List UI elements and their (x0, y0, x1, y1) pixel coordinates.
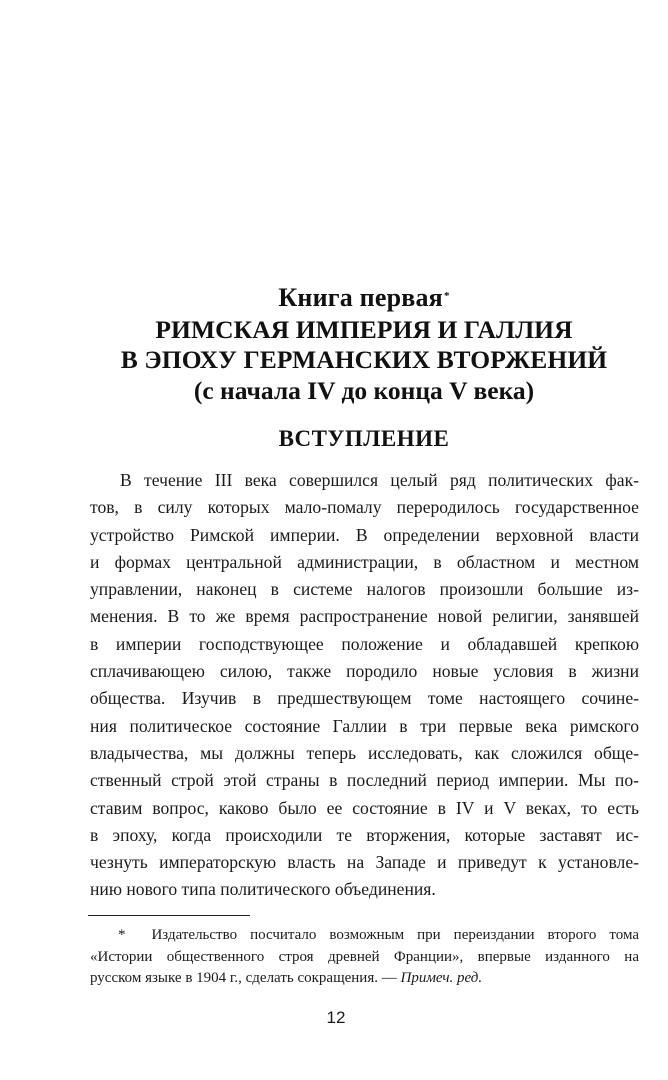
body-line: ставим вопрос, каково было ее состояние в IV и V веках, то есть (90, 797, 639, 818)
book-title-line-1: РИМСКАЯ ИМПЕРИЯ И ГАЛЛИЯ (155, 315, 573, 344)
footnote (90, 925, 639, 990)
body-line: устройство Римской империи. В определении верховной власти (90, 524, 639, 545)
body-line: и формах центральной администрации, в областном и местном (90, 551, 639, 572)
body-line: тов, в силу которых мало-помалу переродилось государственное (90, 497, 639, 518)
body-line: управлении, наконец в системе налогов произошли большие из- (90, 579, 639, 600)
editor-note: Примеч. ред. (400, 970, 483, 986)
body-line: менения. В то же время распространение новой религии, занявшей (90, 606, 639, 627)
footnote-mark: * (443, 290, 450, 302)
body-line: чезнуть императорскую власть на Западе и приведут к установле- (90, 852, 639, 873)
book-label (60, 281, 668, 315)
book-subtitle: (с начала IV до конца V века) (193, 376, 535, 405)
footnote-divider (88, 915, 250, 916)
body-line: ния политическое состояние Галлии в три первые века римского (90, 715, 639, 736)
book-label-text: Книга первая (278, 283, 443, 312)
body-line: в империи господствующее положение и обладавшей крепкою (90, 633, 639, 654)
section-title: ВСТУПЛЕНИЕ (278, 426, 450, 451)
body-line: нию нового типа политического объединения. (90, 879, 436, 900)
body-line: В течение III века совершился целый ряд политических фак- (120, 470, 639, 490)
footnote-text: русском языке в 1904 г., сделать сокращения. — (90, 970, 401, 986)
chapter-heading (60, 281, 668, 406)
footnote-text: Издательство посчитало возможным при переиздании второго тома (151, 927, 640, 943)
body-line: общества. Изучив в предшествующем томе настоящего сочине- (90, 688, 639, 709)
footnote-line: «Истории общественного строя древней Франции», впервые изданного на (90, 948, 639, 965)
page-number: 12 (326, 1008, 346, 1027)
book-title-line-2: В ЭПОХУ ГЕРМАНСКИХ ВТОРЖЕНИЙ (120, 345, 608, 374)
body-line: ственный строй этой страны в последний период империи. Мы по- (90, 770, 639, 791)
footnote-mark: * (118, 927, 126, 943)
body-line: сплачивающею силою, также породило новые условия в жизни (90, 661, 639, 682)
body-line: в эпоху, когда происходили те вторжения, которые заставят ис- (90, 824, 639, 845)
footnote-line (90, 925, 639, 947)
body-line: владычества, мы должны теперь исследовать, как сложился обще- (90, 742, 639, 763)
body-paragraph (90, 467, 639, 904)
footnote-line (90, 968, 639, 990)
